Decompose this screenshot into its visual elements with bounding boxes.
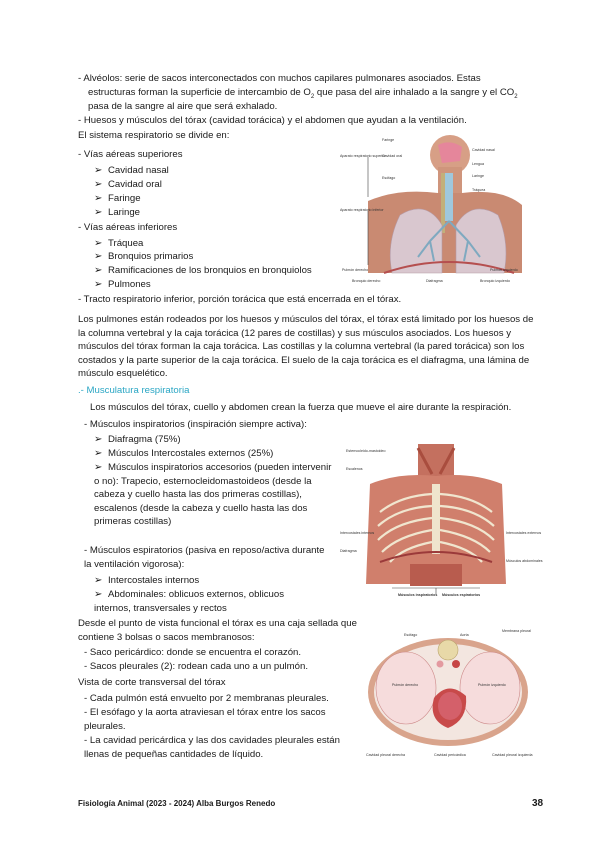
line-musculos: Los músculos del tórax, cuello y abdomen crean la fuerza que mueve el aire durante la respiración.	[90, 402, 512, 413]
fig2-label-escalenos: Escalenos	[346, 467, 363, 471]
page-number: 38	[532, 798, 544, 809]
fig1-label-cav-oral: Cavidad oral	[382, 154, 403, 158]
fig1-label-bronq-izq: Bronquio izquierdo	[480, 279, 510, 283]
section-heading: .- Musculatura respiratoria	[78, 385, 190, 396]
line-huesos: - Huesos y músculos del tórax (cavidad torácica) y el abdomen que ayudan a la ventilación.	[78, 115, 467, 126]
list-item: ➢ Diafragma (75%)	[94, 434, 181, 445]
list-item: ➢ Tráquea	[94, 238, 144, 249]
fig2-label-esp: Músculos espiratorios	[442, 593, 481, 597]
line-cavidades: - La cavidad pericárdica y las dos cavidades pleurales están llenas de pequeñas cantidades de líquido.	[84, 735, 340, 760]
respiratory-muscles-figure	[340, 444, 543, 606]
fig1-label-cav-nasal: Cavidad nasal	[472, 148, 495, 152]
fig2-label-diafragma: Diafragma	[340, 549, 357, 553]
thorax-cross-section-figure	[364, 628, 532, 764]
fig3-label-cav-pleural-der: Cavidad pleural derecha	[366, 753, 405, 757]
line-tracto: - Tracto respiratorio inferior, porción torácica que está encerrada en el tórax.	[78, 294, 402, 305]
fig3-label-cav-pleural-izq: Cavidad pleural izquierda	[492, 753, 533, 757]
fig1-label-inf: Aparato respiratorio inferior	[340, 208, 384, 212]
fig1-label-bronq-der: Bronquio derecho	[352, 279, 381, 283]
line-pulmon-membranas: - Cada pulmón está envuelto por 2 membranas pleurales.	[84, 693, 329, 704]
fig1-label-traquea: Tráquea	[472, 188, 486, 192]
paragraph-pulmones: Los pulmones están rodeados por los huesos y músculos del tórax, el tórax está limitado por los huesos de la columna vertebral y la caja torácica (12 pares de costillas) y sus músculos asociados. Los huesos y músculos del tórax forman la caja torácica. Las costillas y la columna vertebral (la pared torácica) son los costados y la parte superior de la caja torácica. El suelo de la caja torácica es el diafragma, una lámina de músculo esquelético.	[78, 314, 534, 379]
list-item: ➢ Abdominales: oblicuos externos, oblicuos internos, transversales y rectos	[94, 589, 284, 614]
line-sistema: El sistema respiratorio se divide en:	[78, 130, 230, 141]
fig2-label-ic-ext: Intercostales externos	[506, 531, 542, 535]
list-item: ➢ Faringe	[94, 193, 141, 204]
line-alveolos: - Alvéolos: serie de sacos interconectados con muchos capilares pulmonares asociados. Estas	[78, 73, 481, 84]
fig2-label-insp: Músculos inspiratorios	[398, 593, 438, 597]
line-vias-superiores: - Vías aéreas superiores	[78, 149, 183, 160]
fig3-label-cav-peri: Cavidad pericárdica	[434, 753, 466, 757]
line-alveolos-2: estructuras forman la superficie de intercambio de $O_2$ que pasa del aire inhalado a la sangre y el $CO_2$	[88, 87, 518, 100]
fig3-label-pulm-der: Pulmón derecho	[392, 683, 419, 687]
list-item: ➢ Músculos inspiratorios accesorios (pueden intervenir o no): Trapecio, esternocleidomastoideos (desde la cabeza y cuello hasta las dos primeras costillas), escalenos (desde la cabeza y cuello hasta las dos primeras costillas)	[94, 462, 332, 527]
fig1-label-laringe: Laringe	[472, 174, 484, 178]
line-inspiratorios: - Músculos inspiratorios (inspiración siempre activa):	[84, 419, 307, 430]
line-espiratorios: - Músculos espiratorios (pasiva en reposo/activa durante la ventilación vigorosa):	[84, 545, 325, 570]
list-item: ➢ Laringe	[94, 207, 141, 218]
fig1-label-pulm-izq: Pulmón izquierdo	[490, 268, 518, 272]
fig1-label-pulm-der: Pulmón derecho	[342, 268, 369, 272]
fig3-label-membrana: Membrana pleural	[502, 629, 531, 633]
respiratory-system-figure	[338, 133, 524, 285]
line-saco-pericardico: - Saco pericárdico: donde se encuentra el corazón.	[84, 647, 302, 658]
fig3-label-esofago: Esófago	[404, 633, 418, 637]
fig1-label-faringe: Faringe	[382, 138, 395, 142]
fig1-label-diafragma: Diafragma	[426, 279, 443, 283]
list-item: ➢ Cavidad oral	[94, 179, 162, 190]
list-item: ➢ Intercostales internos	[94, 575, 200, 586]
list-item: ➢ Ramificaciones de los bronquios en bronquiolos	[94, 265, 312, 276]
fig3-label-aorta: Aorta	[460, 633, 469, 637]
list-item: ➢ Músculos Intercostales externos (25%)	[94, 448, 274, 459]
fig1-label-lengua: Lengua	[472, 162, 484, 166]
list-item: ➢ Bronquios primarios	[94, 251, 194, 262]
line-vias-inferiores: - Vías aéreas inferiores	[78, 222, 178, 233]
line-alveolos-3: pasa de la sangre al aire que será exhalado.	[88, 101, 278, 112]
fig2-label-ecm: Esternocleido-mastoideo	[346, 449, 386, 453]
fig2-label-abd: Músculos abdominales	[506, 559, 543, 563]
list-item: ➢ Cavidad nasal	[94, 165, 169, 176]
fig1-label-esofago: Esófago	[382, 176, 396, 180]
line-esofago-aorta: - El esófago y la aorta atraviesan el tórax entre los sacos pleurales.	[84, 707, 326, 732]
line-punto-vista: Desde el punto de vista funcional el tórax es una caja sellada que contiene 3 bolsas o sacos membranosos:	[78, 618, 357, 643]
footer-text: Fisiología Animal (2023 - 2024) Alba Burgos Renedo	[78, 799, 276, 808]
fig1-label-sup: Aparato respiratorio superior	[340, 154, 386, 158]
line-sacos-pleurales: - Sacos pleurales (2): rodean cada uno a un pulmón.	[84, 661, 308, 672]
fig2-label-ic-int: Intercostales internos	[340, 531, 375, 535]
fig3-label-pulm-izq: Pulmón izquierdo	[478, 683, 506, 687]
line-vista-corte: Vista de corte transversal del tórax	[78, 677, 226, 688]
list-item: ➢ Pulmones	[94, 279, 151, 290]
